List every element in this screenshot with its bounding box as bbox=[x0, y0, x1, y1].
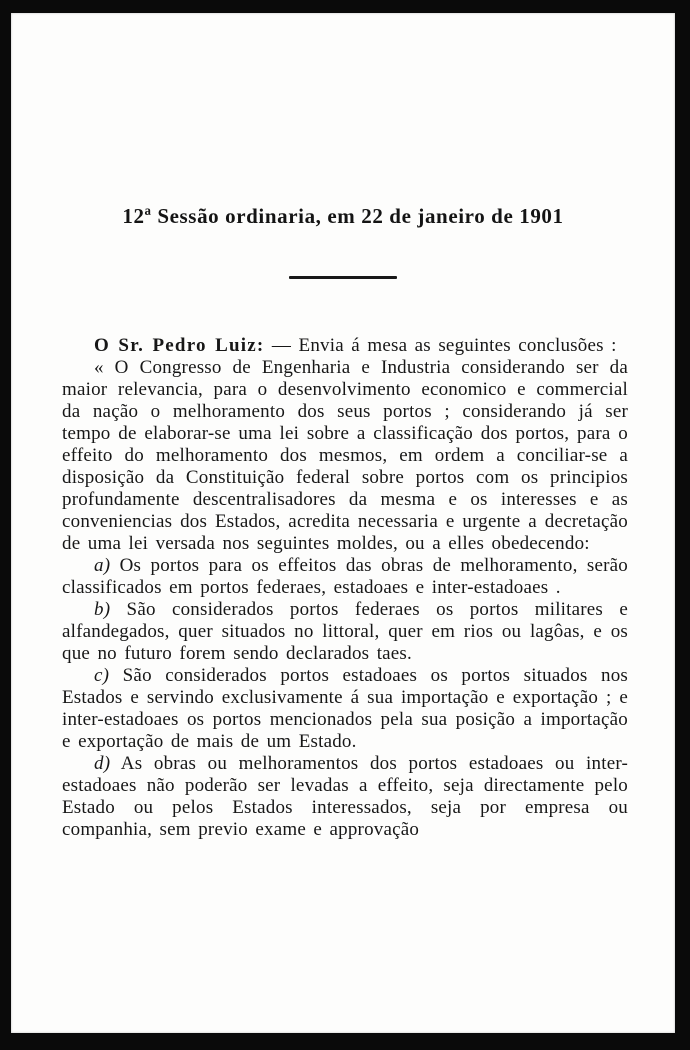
paragraph: « O Congresso de Engenharia e Industria considerando ser da maior relevancia, para o desenvolvimento economico e commercial da nação o melhoramento dos seus portos ; considerando já ser tempo de elaborar-se uma lei sobre a classificação dos portos, para o effeito do melhoramento dos mesmos, em ordem a conciliar-se a disposição da Constituição federal sobre portos com os principios profundamente descentralisadores da mesma e os interesses e as conveniencias dos Estados, acredita necessaria e urgente a decretação de uma lei versada nos seguintes moldes, ou a elles obedecendo: bbox=[62, 357, 628, 554]
list-item-marker: a) bbox=[94, 555, 111, 576]
document-body bbox=[62, 335, 628, 841]
paragraph: d) As obras ou melhoramentos dos portos estadoaes ou inter-estadoaes não poderão ser levadas a effeito, seja directamente pelo Estado ou pelos Estados interessados, seja por empresa ou companhia, sem previo exame e approvação bbox=[62, 753, 628, 840]
list-item-marker: b) bbox=[94, 599, 111, 620]
title-divider bbox=[289, 276, 397, 279]
list-item-marker: c) bbox=[94, 665, 110, 686]
list-item-marker: d) bbox=[94, 753, 111, 774]
speaker-name: O Sr. Pedro Luiz: bbox=[94, 335, 265, 356]
paragraph: a) Os portos para os effeitos das obras de melhoramento, serão classificados em portos federaes, estadoaes e inter-estadoaes . bbox=[62, 555, 628, 598]
paragraph: O Sr. Pedro Luiz: — Envia á mesa as seguintes conclusões : bbox=[94, 335, 617, 356]
paragraph: c) São considerados portos estadoaes os portos situados nos Estados e servindo exclusivamente á sua importação e exportação ; e inter-estadoaes os portos mencionados pela sua posição a importação e exportação de mais de um Estado. bbox=[62, 665, 628, 752]
paragraph: b) São considerados portos federaes os portos militares e alfandegados, quer situados no littoral, quer em rios ou lagôas, e os que no futuro forem sendo declarados taes. bbox=[62, 599, 628, 664]
session-title: 12ª Sessão ordinaria, em 22 de janeiro de 1901 bbox=[122, 204, 564, 228]
document-page bbox=[11, 13, 675, 1033]
